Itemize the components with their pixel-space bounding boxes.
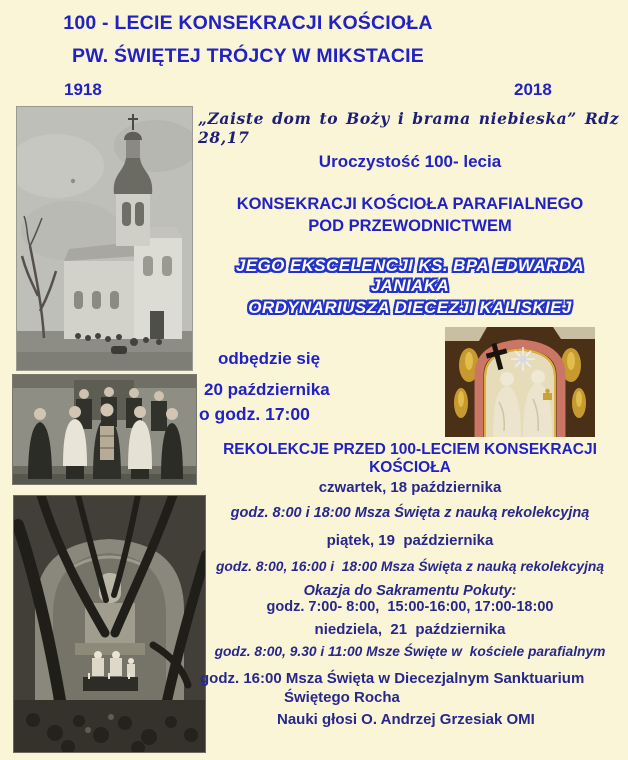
confession-title: Okazja do Sakramentu Pokuty: (303, 583, 517, 599)
photo-church-interior (13, 495, 206, 753)
bishop-title: ORDYNARIUSZA DIECEZJI KALISKIEJ (248, 298, 572, 317)
poster-title-line2: PW. ŚWIĘTEJ TRÓJCY W MIKSTACIE (72, 45, 424, 67)
celebration-time: o godz. 17:00 (199, 404, 310, 424)
consecration-line: KONSEKRACJI KOŚCIOŁA PARAFIALNEGO (236, 195, 584, 213)
photo-clergy-group (12, 374, 197, 485)
preacher-line: Nauki głosi O. Andrzej Grzesiak OMI (277, 711, 535, 728)
thursday-masses: godz. 8:00 i 18:00 Msza Święta z nauką rekolekcyjną (230, 505, 590, 521)
presided-by-line: POD PRZEWODNICTWEM (308, 217, 512, 235)
sanctuary-mass-line1: godz. 16:00 Msza Święta w Diecezjalnym Sanktuarium (200, 670, 585, 687)
sunday-label: niedziela, 21 października (314, 621, 506, 638)
retreat-header: REKOLEKCJE PRZED 100-LECIEM KONSEKRACJI KOŚCIOŁA (223, 441, 602, 476)
celebration-date: 20 października (204, 380, 330, 399)
celebration-heading: Uroczystość 100- lecia (318, 152, 502, 171)
sanctuary-mass-line2: Świętego Rocha (284, 689, 400, 706)
thursday-label: czwartek, 18 października (318, 479, 502, 496)
photo-church-1918 (16, 106, 193, 371)
friday-masses: godz. 8:00, 16:00 i 18:00 Msza Święta z nauką rekolekcyjną (215, 559, 605, 574)
photo-trinity-altar (445, 327, 595, 437)
year-1918: 1918 (64, 80, 102, 99)
sunday-masses: godz. 8:00, 9.30 i 11:00 Msze Święte w kościele parafialnym (214, 644, 606, 659)
friday-label: piątek, 19 października (326, 532, 494, 549)
poster-title-line1: 100 - LECIE KONSEKRACJI KOŚCIOŁA (63, 12, 433, 34)
scripture-quote: „Zaiste dom to Boży i brama niebieska” Rdz 28,17 (198, 109, 628, 147)
confession-times: godz. 7:00- 8:00, 15:00-16:00, 17:00-18:00 (266, 599, 554, 615)
bishop-name: JEGO EKSCELENCJI KS. BPA EDWARDA JANIAKA (235, 256, 590, 295)
will-take-place: odbędzie się (218, 349, 321, 368)
year-2018: 2018 (514, 80, 552, 99)
